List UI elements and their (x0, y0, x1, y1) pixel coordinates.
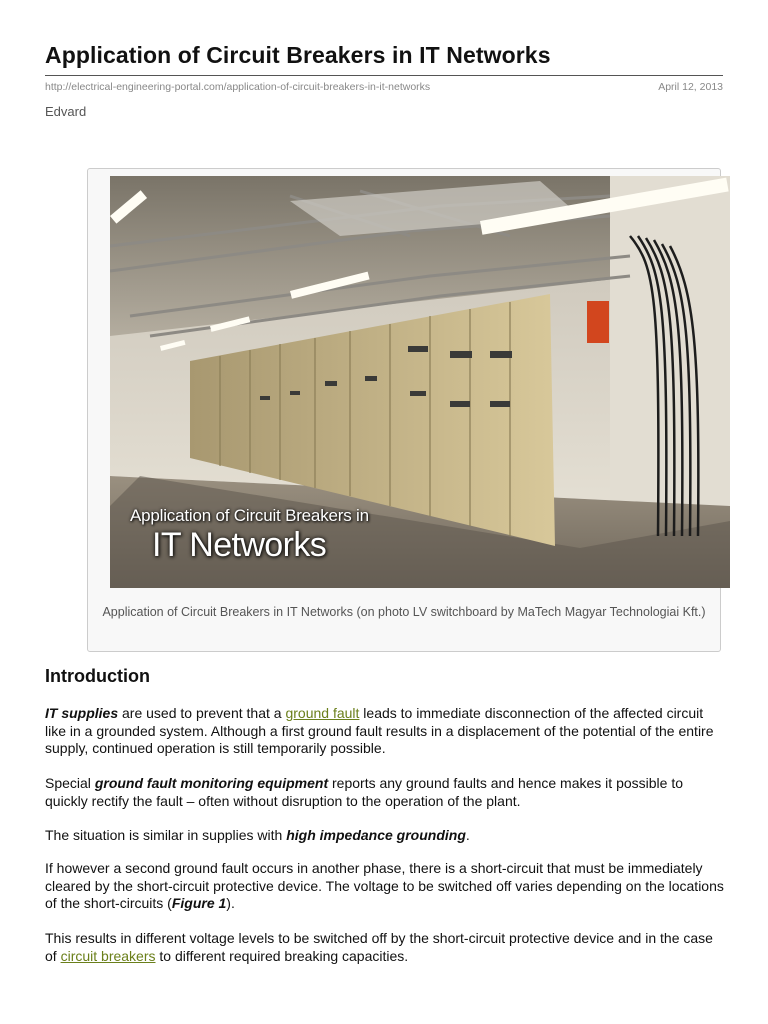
ground-fault-link[interactable]: ground fault (285, 705, 360, 721)
source-url-link[interactable]: http://electrical-engineering-portal.com/application-of-circuit-breakers-in-it-networks (45, 81, 431, 93)
paragraph-text: to different required breaking capacities. (155, 947, 409, 964)
paragraph-text: leads to immediate disconnection of the affected circuit like in a grounded system. Although a first ground fault results in a displacement of the potential of the entire supply, continued operation is still temporarily possible. (45, 705, 714, 756)
photo-overlay-subtitle: Application of Circuit Breakers in (130, 506, 369, 525)
strong-text: ground fault monitoring equipment (94, 775, 329, 791)
photo-overlay-title: IT Networks (152, 526, 327, 564)
page-title: Application of Circuit Breakers in IT Networks (45, 42, 551, 68)
paragraph-text: reports any ground faults and hence makes it possible to quickly rectify the fault – often without disruption to the operation of the plant. (45, 775, 683, 809)
figure-caption: Application of Circuit Breakers in IT Networks (on photo LV switchboard by MaTech Magyar Technologiai Kft.) (102, 605, 706, 619)
paragraph-text: If however a second ground fault occurs in another phase, there is a short-circuit that must be immediately cleared by the short-circuit protective device. The voltage to be switched off varies depending on the locations of the short-circuits ( (45, 860, 724, 911)
strong-text: IT supplies (45, 705, 119, 721)
paragraph-5 (45, 930, 725, 965)
paragraph-1 (45, 705, 725, 758)
paragraph-text: The situation is similar in supplies with (45, 827, 287, 843)
paragraph-text: Special (45, 775, 95, 791)
paragraph-4 (45, 860, 725, 913)
strong-text: high impedance grounding (286, 827, 466, 843)
circuit-breakers-link[interactable]: circuit breakers (60, 947, 156, 964)
paragraph-text: are used to prevent that a (118, 705, 286, 721)
section-heading: Introduction (45, 666, 150, 686)
publish-date: April 12, 2013 (658, 81, 723, 93)
strong-text: Figure 1 (171, 895, 227, 911)
paragraph-3 (45, 827, 725, 845)
paragraph-text: ). (226, 895, 235, 911)
author-name: Edvard (45, 104, 87, 119)
paragraph-2 (45, 775, 725, 810)
paragraph-text: . (465, 827, 470, 843)
title-divider (45, 75, 723, 76)
paragraph-text: This results in different voltage levels to be switched off by the short-circuit protective device and in the case of (45, 930, 713, 964)
switchboard-photo (110, 176, 730, 588)
